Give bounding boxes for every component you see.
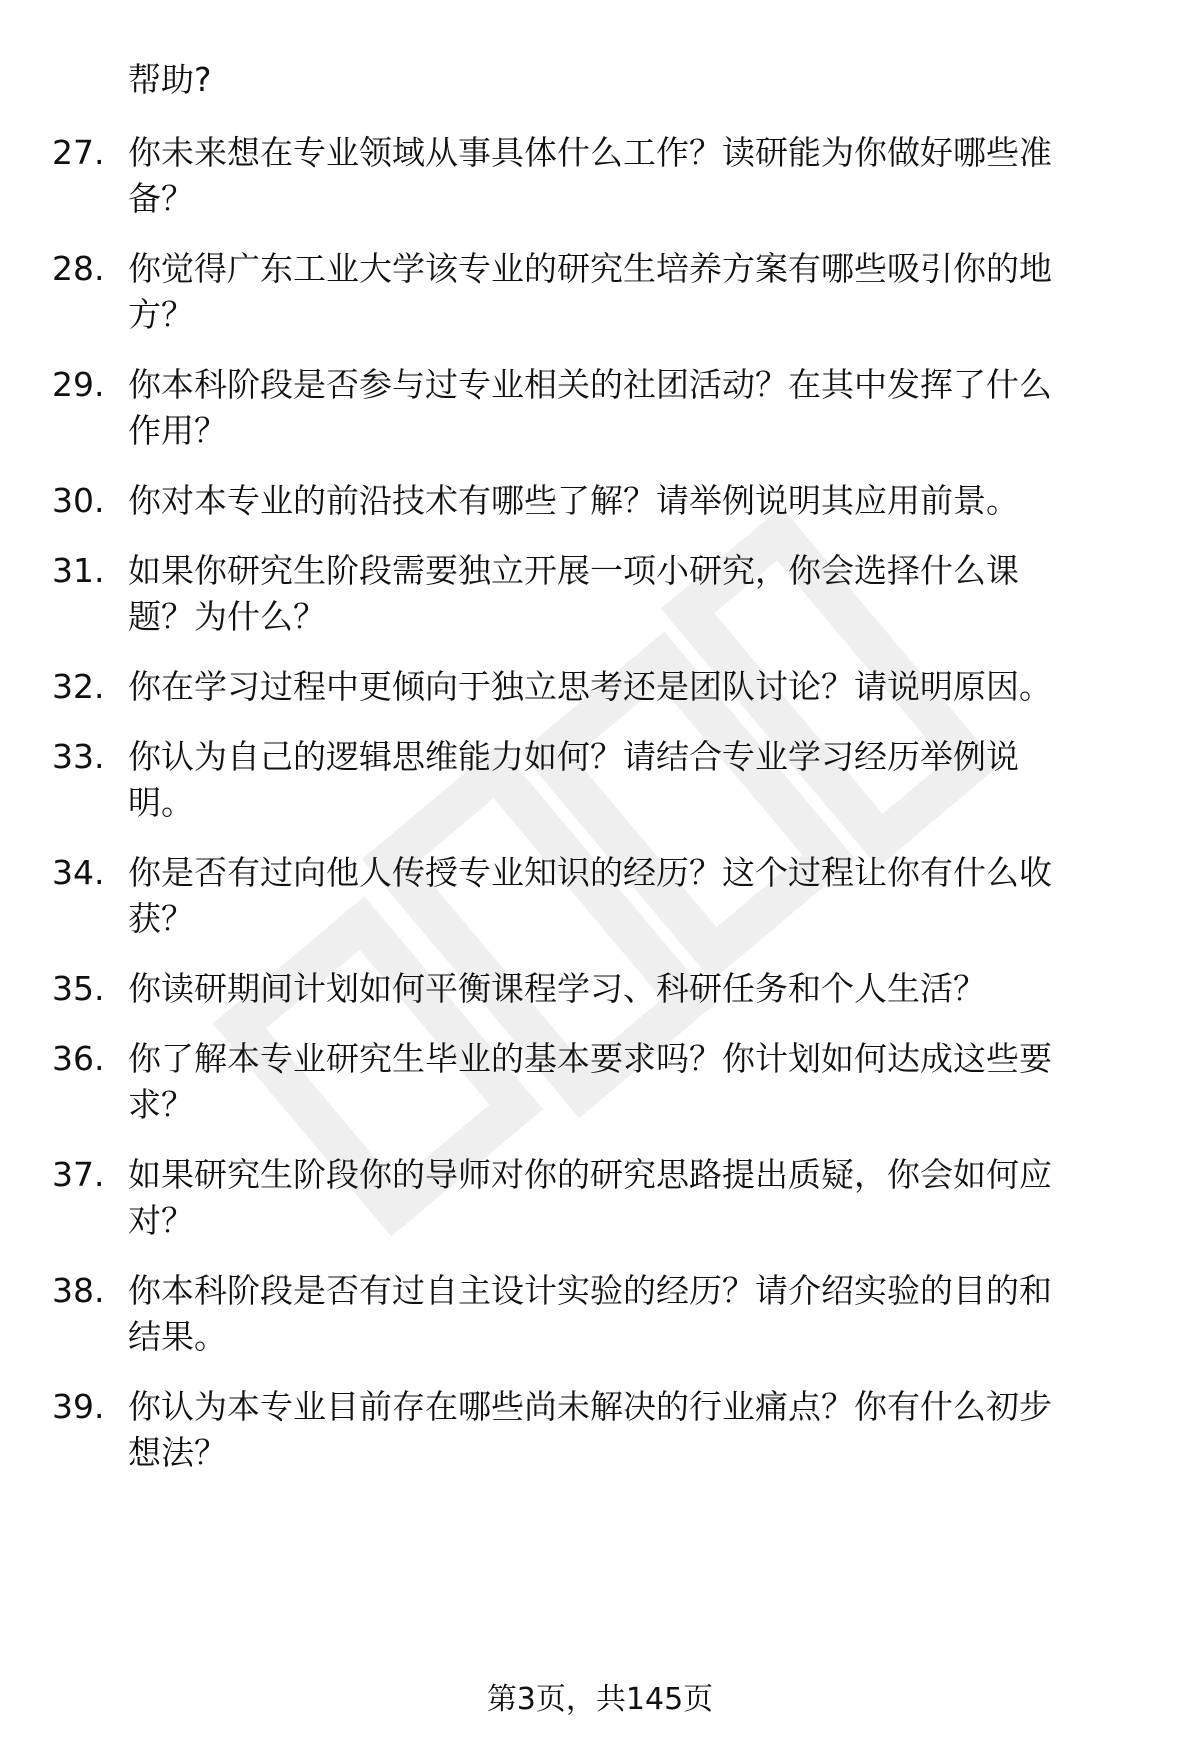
item-number: 29.: [52, 365, 105, 404]
item-text-line2: 明。: [128, 783, 194, 822]
item-text-line2: 想法？: [128, 1433, 227, 1472]
item-text-line1: 你未来想在专业领域从事具体什么工作？读研能为你做好哪些准: [128, 133, 1052, 172]
continuation-text: 帮助?: [128, 60, 212, 99]
item-number: 33.: [52, 737, 105, 776]
item-text-line1: 你对本专业的前沿技术有哪些了解？请举例说明其应用前景。: [128, 481, 1019, 520]
item-text-line1: 你读研期间计划如何平衡课程学习、科研任务和个人生活？: [128, 969, 986, 1008]
item-number: 39.: [52, 1387, 105, 1426]
item-text-line1: 你了解本专业研究生毕业的基本要求吗？你计划如何达成这些要: [128, 1039, 1052, 1078]
item-text-line1: 你认为本专业目前存在哪些尚未解决的行业痛点？你有什么初步: [128, 1387, 1052, 1426]
item-number: 30.: [52, 481, 105, 520]
item-number: 35.: [52, 969, 105, 1008]
item-text-line2: 获？: [128, 899, 194, 938]
item-text-line1: 你觉得广东工业大学该专业的研究生培养方案有哪些吸引你的地: [128, 249, 1052, 288]
item-text-line1: 你在学习过程中更倾向于独立思考还是团队讨论？请说明原因。: [128, 667, 1052, 706]
item-text-line1: 如果研究生阶段你的导师对你的研究思路提出质疑，你会如何应: [128, 1155, 1052, 1194]
item-number: 37.: [52, 1155, 105, 1194]
item-text-line1: 你本科阶段是否参与过专业相关的社团活动？在其中发挥了什么: [128, 365, 1052, 404]
item-text-line2: 结果。: [128, 1317, 227, 1356]
item-text-line2: 作用？: [128, 411, 227, 450]
item-text-line1: 你是否有过向他人传授专业知识的经历？这个过程让你有什么收: [128, 853, 1052, 892]
item-text-line1: 如果你研究生阶段需要独立开展一项小研究，你会选择什么课: [128, 551, 1019, 590]
item-number: 36.: [52, 1039, 105, 1078]
item-number: 28.: [52, 249, 105, 288]
item-number: 27.: [52, 133, 105, 172]
item-number: 34.: [52, 853, 105, 892]
item-text-line1: 你本科阶段是否有过自主设计实验的经历？请介绍实验的目的和: [128, 1271, 1052, 1310]
page-footer: 第3页，共145页: [486, 1682, 714, 1717]
item-text-line2: 求？: [128, 1085, 194, 1124]
item-text-line1: 你认为自己的逻辑思维能力如何？请结合专业学习经历举例说: [128, 737, 1019, 776]
item-text-line2: 对？: [128, 1201, 194, 1240]
item-number: 31.: [52, 551, 105, 590]
item-text-line2: 题？为什么？: [128, 597, 326, 636]
item-text-line2: 备？: [128, 179, 194, 218]
item-text-line2: 方？: [128, 295, 194, 334]
item-number: 38.: [52, 1271, 105, 1310]
item-number: 32.: [52, 667, 105, 706]
